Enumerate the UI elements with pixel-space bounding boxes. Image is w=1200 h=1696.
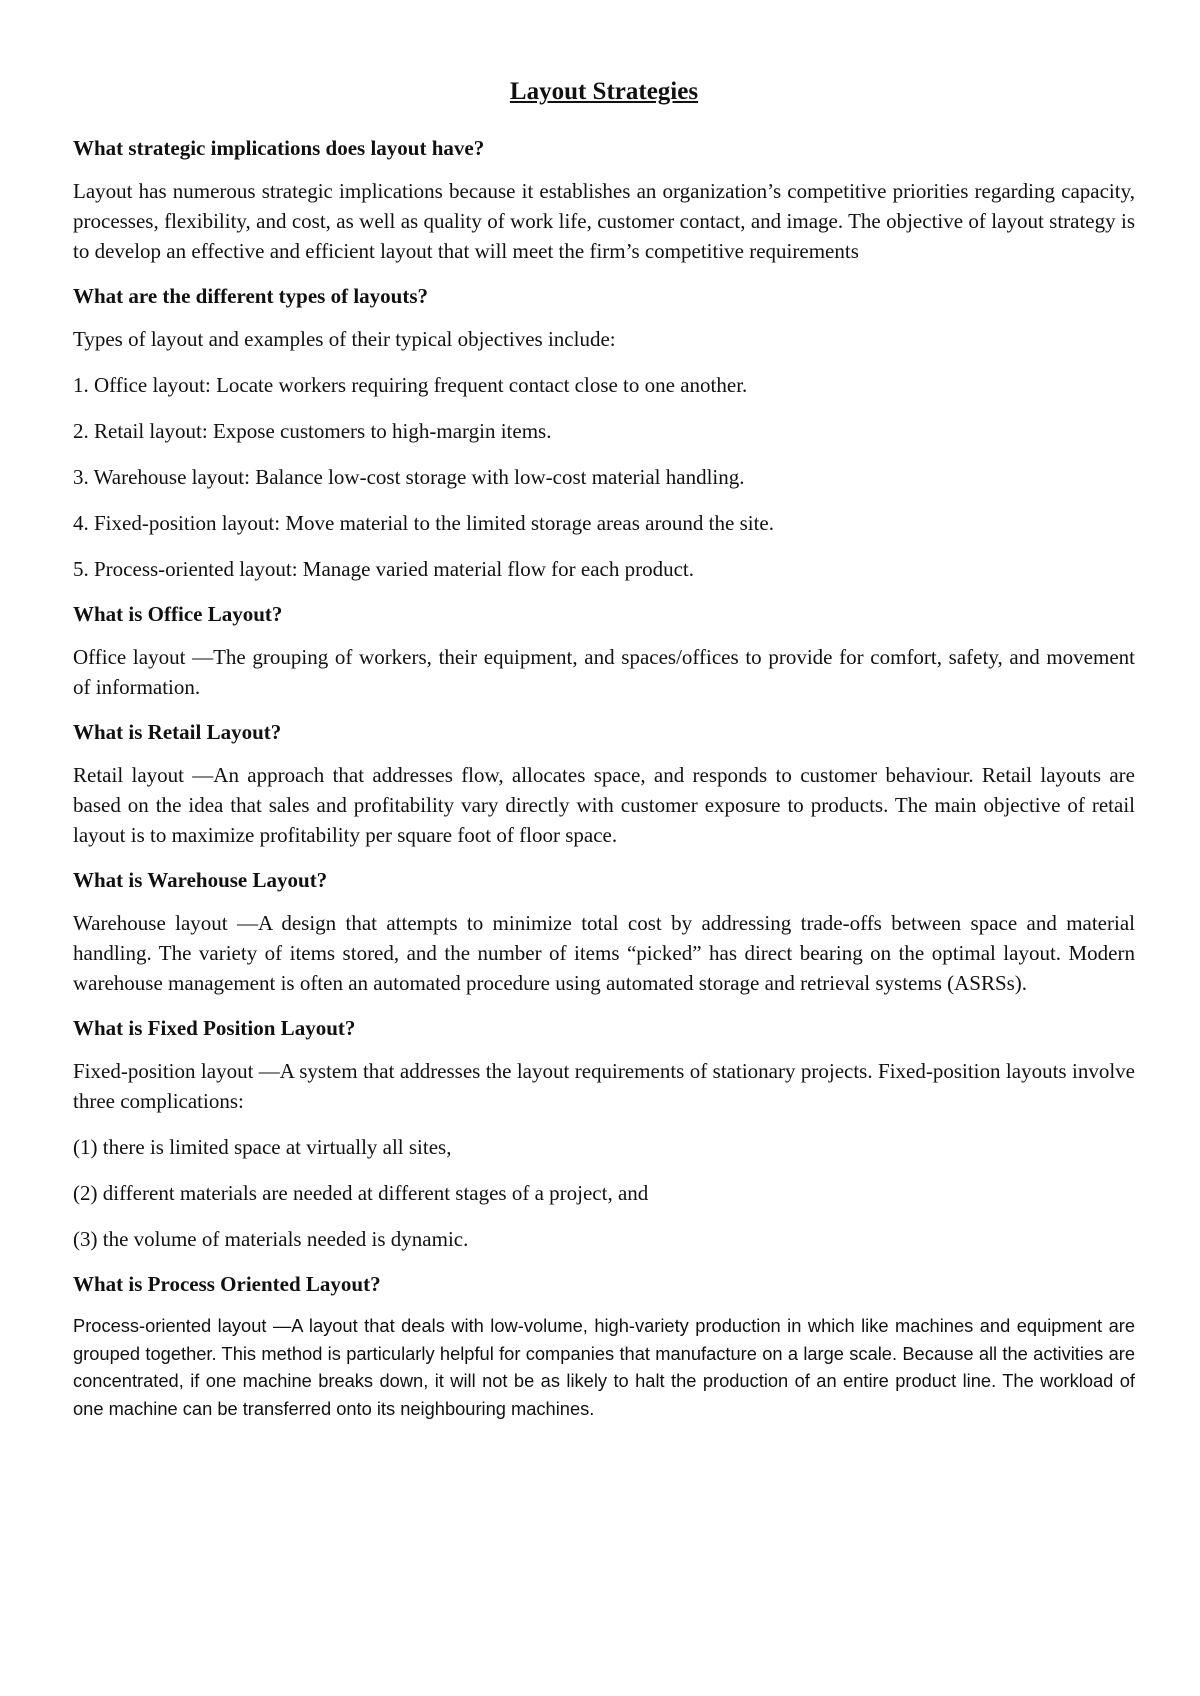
list-item-retail-layout: 2. Retail layout: Expose customers to high-margin items.: [73, 419, 552, 443]
heading-warehouse-layout: What is Warehouse Layout?: [73, 868, 328, 892]
heading-office-layout: What is Office Layout?: [73, 602, 283, 626]
list-item-fixed-position-layout: 4. Fixed-position layout: Move material to the limited storage areas around the site.: [73, 511, 774, 535]
list-item-warehouse-layout: 3. Warehouse layout: Balance low-cost storage with low-cost material handling.: [73, 465, 745, 489]
list-item-complication-3: (3) the volume of materials needed is dynamic.: [73, 1227, 469, 1251]
document-page: [73, 72, 1135, 1422]
heading-strategic-implications: What strategic implications does layout have?: [73, 136, 485, 160]
heading-fixed-position-layout: What is Fixed Position Layout?: [73, 1016, 356, 1040]
paragraph-retail-layout: Retail layout —An approach that addresses flow, allocates space, and responds to customer behaviour. Retail layouts are based on the idea that sales and profitability vary directly with customer exposure to products. The main objective of retail layout is to maximize profitability per square foot of floor space.: [73, 763, 1135, 847]
heading-retail-layout: What is Retail Layout?: [73, 720, 282, 744]
heading-process-oriented-layout: What is Process Oriented Layout?: [73, 1272, 381, 1296]
paragraph-layout-types-intro: Types of layout and examples of their typical objectives include:: [73, 327, 616, 351]
paragraph-office-layout: Office layout —The grouping of workers, their equipment, and spaces/offices to provide for comfort, safety, and movement of information.: [73, 645, 1135, 699]
list-item-complication-2: (2) different materials are needed at different stages of a project, and: [73, 1181, 649, 1205]
list-item-complication-1: (1) there is limited space at virtually all sites,: [73, 1135, 452, 1159]
paragraph-warehouse-layout: Warehouse layout —A design that attempts to minimize total cost by addressing trade-offs between space and material handling. The variety of items stored, and the number of items “picked” has direct bearing on the optimal layout. Modern warehouse management is often an automated procedure using automated storage and retrieval systems (ASRSs).: [73, 911, 1135, 995]
heading-layout-types: What are the different types of layouts?: [73, 284, 429, 308]
paragraph-strategic-implications: Layout has numerous strategic implications because it establishes an organization’s competitive priorities regarding capacity, processes, flexibility, and cost, as well as quality of work life, customer contact, and image. The objective of layout strategy is to develop an effective and efficient layout that will meet the firm’s competitive requirements: [73, 179, 1135, 263]
paragraph-fixed-position-layout: Fixed-position layout —A system that addresses the layout requirements of stationary projects. Fixed-position layouts involve three complications:: [73, 1059, 1135, 1113]
list-item-process-oriented-layout: 5. Process-oriented layout: Manage varied material flow for each product.: [73, 557, 695, 581]
list-item-office-layout: 1. Office layout: Locate workers requiring frequent contact close to one another.: [73, 373, 748, 397]
paragraph-process-oriented-layout: Process-oriented layout —A layout that deals with low-volume, high-variety production in which like machines and equipment are grouped together. This method is particularly helpful for companies that manufacture on a large scale. Because all the activities are concentrated, if one machine breaks down, it will not be as likely to halt the production of an entire product line. The workload of one machine can be transferred onto its neighbouring machines.: [73, 1315, 1135, 1419]
page-title: Layout Strategies: [509, 78, 699, 105]
